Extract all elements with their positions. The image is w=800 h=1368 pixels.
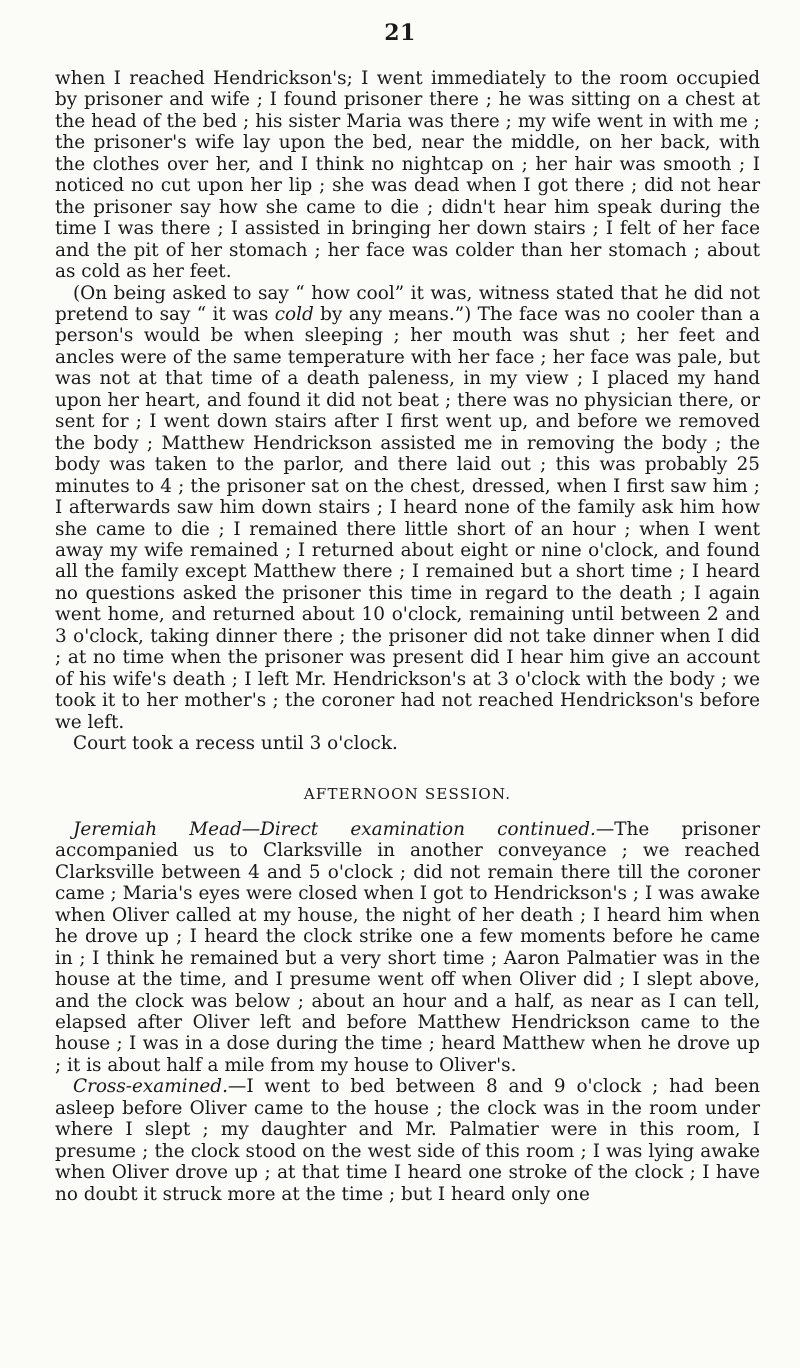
paragraph-testimony-continued: when I reached Hendrickson's; I went immediately to the room occupied by prisoner and wife ; I found prisoner there ; he was sitting on a chest at the head of the bed ; his sister Maria was there ; my wife went in with me ; the prisoner's wife lay upon the bed, near the middle, on her back, with the clothes over her, and I think no nightcap on ; her hair was smooth ; I noticed no cut upon her lip ; she was dead when I got there ; did not hear the prisoner say how she came to die ; didn't hear him speak during the time I was there ; I assisted in bringing her down stairs ; I felt of her face and the pit of her stomach ; her face was colder than her stomach ; about as cold as her feet. [55,68,760,283]
paragraph-text: —The prisoner accompanied us to Clarksville in another conveyance ; we reached Clarksville between 4 and 5 o'clock ; did not remain there till the coroner came ; Maria's eyes were closed when I got to Hendrickson's ; I was awake when Oliver called at my house, the night of her death ; I heard him when he drove up ; I heard the clock strike one a few moments before he came in ; I think he remained but a very short time ; Aaron Palmatier was in the house at the time, and I presume went off when Oliver did ; I slept above, and the clock was below ; about an hour and a half, as near as I can tell, elapsed after Oliver left and before Matthew Hendrickson came to the house ; I was in a dose during the time ; heard Matthew when he drove up ; it is about half a mile from my house to Oliver's. [55,818,760,1076]
page-number: 21 [384,20,416,46]
paragraph-text: (On being asked to say “ how cool” it was, witness stated that he did not pretend to say “ it was [55,282,760,325]
paragraph-temperature-question [55,283,760,734]
body-text [55,68,760,1205]
paragraph-text: —I went to bed between 8 and 9 o'clock ; had been asleep before Oliver came to the house ; the clock was in the room under where I slept ; my daughter and Mr. Palmatier were in this room, I presume ; the clock stood on the west side of this room ; I was lying awake when Oliver drove up ; at that time I heard one stroke of the clock ; I have no doubt it struck more at the time ; but I heard only one [55,1076,760,1205]
section-heading: AFTERNOON SESSION. [303,784,512,803]
paragraph-text: by any means.”) The face was no cooler than a person's would be when sleeping ; her mouth was shut ; her feet and ancles were of the same temperature with her face ; her face was pale, but was not at that time of a death paleness, in my view ; I placed my hand upon her heart, and found it did not beat ; there was no physician there, or sent for ; I went down stairs after I first went up, and before we removed the body ; Matthew Hendrickson assisted me in removing the body ; the body was taken to the parlor, and there laid out ; this was probably 25 minutes to 4 ; the prisoner sat on the chest, dressed, when I first saw him ; I afterwards saw him down stairs ; I heard none of the family ask him how she came to die ; I remained there little short of an hour ; when I went away my wife remained ; I returned about eight or nine o'clock, and found all the family except Matthew there ; I remained but a short time ; I heard no questions asked the prisoner this time in regard to the death ; I again went home, and returned about 10 o'clock, remaining until between 2 and 3 o'clock, taking dinner there ; the prisoner did not take dinner when I did ; at no time when the prisoner was present did I hear him give an account of his wife's death ; I left Mr. Hendrickson's at 3 o'clock with the body ; we took it to her mother's ; the coroner had not reached Hendrickson's before we left. [55,303,760,733]
paragraph-cross-examination [55,1076,760,1205]
emphasized-word: cold [274,303,314,325]
witness-heading: Jeremiah Mead—Direct examination continued. [73,818,596,840]
cross-examined-heading: Cross-examined. [73,1076,228,1098]
paragraph-recess: Court took a recess until 3 o'clock. [73,733,398,755]
paragraph-direct-examination [55,819,760,1076]
